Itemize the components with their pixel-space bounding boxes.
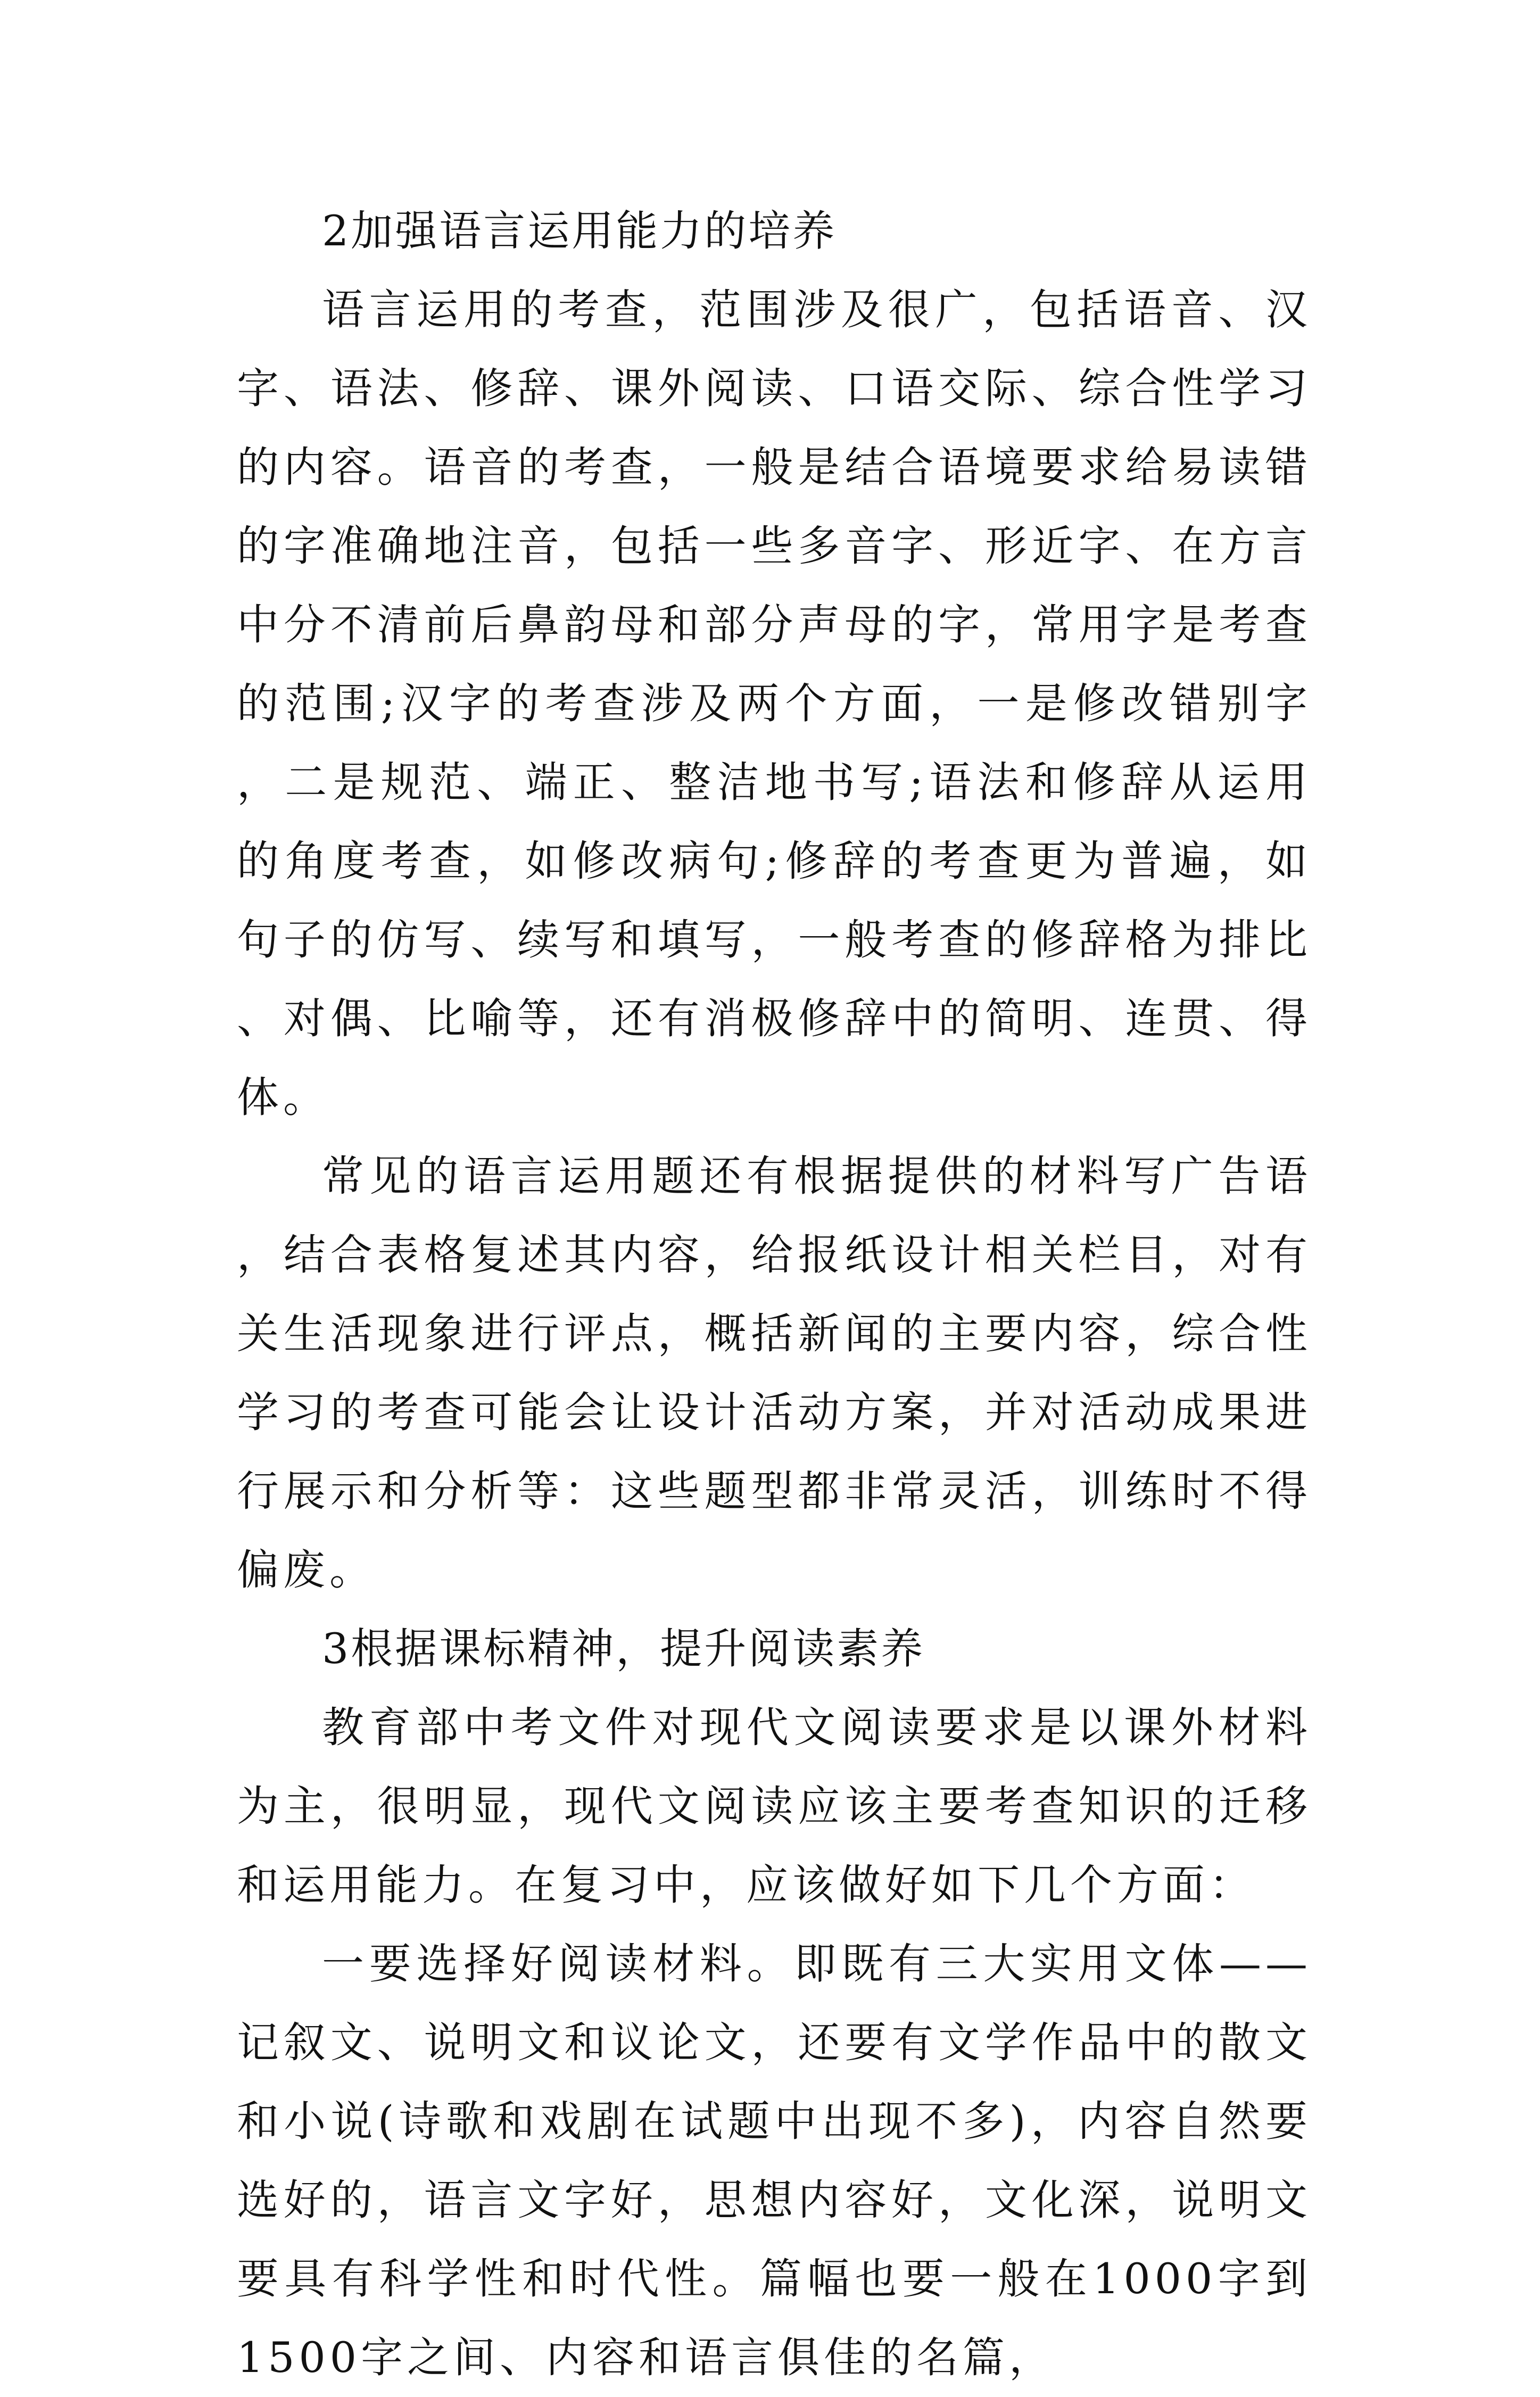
paragraph-reading-requirements: 教育部中考文件对现代文阅读要求是以课外材料为主，很明显，现代文阅读应该主要考查知识的迁移和运用能力。在复习中，应该做好如下几个方面： — [237, 1703, 1312, 1910]
paragraph-language-use: 语言运用的考查，范围涉及很广，包括语音、汉字、语法、修辞、课外阅读、口语交际、综合性学习的内容。语音的考查，一般是结合语境要求给易读错的字准确地注音，包括一些多音字、形近字、在方言中分不清前后鼻韵母和部分声母的字，常用字是考查的范围;汉字的考查涉及两个方面，一是修改错别字，二是规范、端正、整洁地书写;语法和修辞从运用的角度考查，如修改病句;修辞的考查更为普遍，如句子的仿写、续写和填写，一般考查的修辞格为排比、对偶、比喻等，还有消极修辞中的简明、连贯、得体。 — [237, 285, 1312, 1122]
section-heading-2: 2加强语言运用能力的培养 — [322, 206, 837, 255]
document-body — [237, 192, 1312, 2397]
section-heading-3: 3根据课标精神，提升阅读素养 — [322, 1624, 925, 1673]
paragraph-reading-materials: 一要选择好阅读材料。即既有三大实用文体——记叙文、说明文和议论文，还要有文学作品中的散文和小说(诗歌和戏剧在试题中出现不多)，内容自然要选好的，语言文字好，思想内容好，文化深，说明文要具有科学性和时代性。篇幅也要一般在1000字到1500字之间、内容和语言俱佳的名篇， — [237, 1939, 1312, 2382]
paragraph-common-question-types: 常见的语言运用题还有根据提供的材料写广告语，结合表格复述其内容，给报纸设计相关栏目，对有关生活现象进行评点，概括新闻的主要内容，综合性学习的考查可能会让设计活动方案，并对活动成果进行展示和分析等：这些题型都非常灵活，训练时不得偏废。 — [237, 1152, 1312, 1594]
